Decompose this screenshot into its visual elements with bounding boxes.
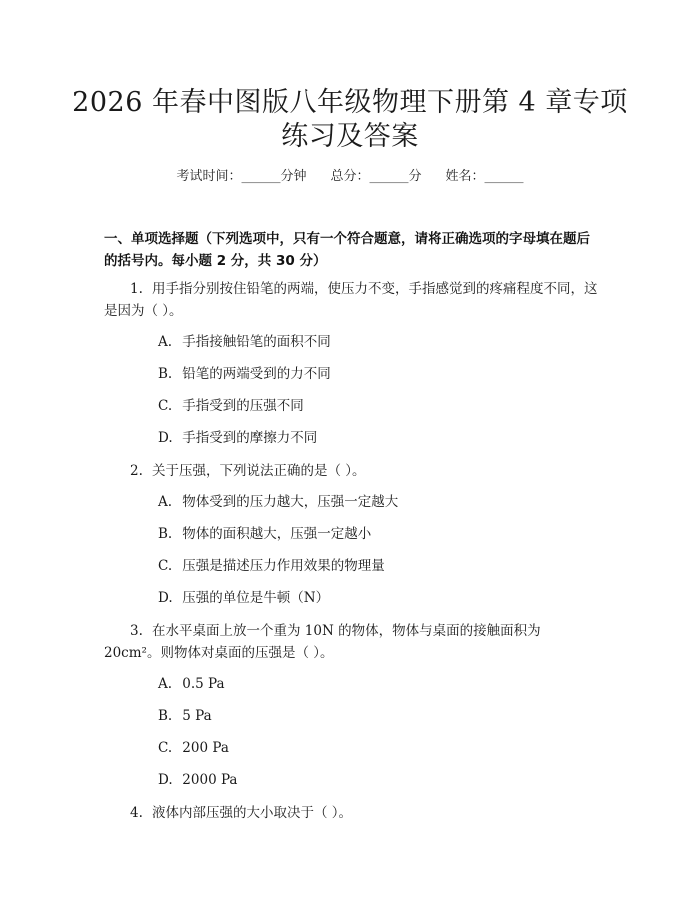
- option-2b: [158, 524, 371, 544]
- option-2c: [158, 556, 385, 576]
- question-number: 4.: [130, 805, 143, 821]
- section-heading: 一、单项选择题（下列选项中，只有一个符合题意，请将正确选项的字母填在题后的括号内。每小题 2 分，共 30 分）: [104, 231, 590, 269]
- option-text: 0.5 Pa: [182, 676, 225, 692]
- option-label: C.: [158, 740, 173, 756]
- option-1c: [158, 396, 304, 416]
- option-label: C.: [158, 398, 173, 414]
- option-text: 手指受到的摩擦力不同: [182, 430, 318, 446]
- option-label: B.: [158, 366, 173, 382]
- option-label: B.: [158, 526, 173, 542]
- question-number: 2.: [130, 463, 143, 479]
- question-text: 液体内部压强的大小取决于（ ）。: [152, 805, 353, 821]
- option-label: D.: [158, 590, 173, 606]
- option-2a: [158, 492, 398, 512]
- question-text: 在水平桌面上放一个重为 10N 的物体，物体与桌面的接触面积为 20cm²。则物体对桌面的压强是（ ）。: [104, 623, 541, 661]
- option-text: 手指接触铅笔的面积不同: [182, 334, 331, 350]
- option-text: 压强的单位是牛顿（N）: [182, 590, 330, 606]
- option-text: 物体的面积越大，压强一定越小: [182, 526, 372, 542]
- option-text: 2000 Pa: [182, 772, 238, 788]
- option-3b: [158, 706, 212, 726]
- question-1: [104, 278, 598, 322]
- question-number: 3.: [130, 623, 143, 639]
- option-text: 压强是描述压力作用效果的物理量: [182, 558, 385, 574]
- option-text: 5 Pa: [182, 708, 212, 724]
- option-label: C.: [158, 558, 173, 574]
- option-2d: [158, 588, 329, 608]
- question-3: [104, 620, 598, 664]
- option-text: 铅笔的两端受到的力不同: [182, 366, 331, 382]
- option-1b: [158, 364, 331, 384]
- option-label: D.: [158, 772, 173, 788]
- question-text: 用手指分别按住铅笔的两端，使压力不变，手指感觉到的疼痛程度不同，这是因为（ ）。: [104, 281, 598, 319]
- question-text: 关于压强，下列说法正确的是（ ）。: [152, 463, 366, 479]
- option-1d: [158, 428, 317, 448]
- question-2: [104, 460, 598, 482]
- exam-time-label: 考试时间：______分钟: [176, 169, 307, 184]
- exam-score-label: 总分：______分: [330, 169, 422, 184]
- option-1a: [158, 332, 331, 352]
- question-number: 1.: [130, 281, 143, 297]
- option-label: B.: [158, 708, 173, 724]
- option-label: A.: [158, 676, 173, 692]
- question-4: [104, 802, 598, 824]
- option-text: 物体受到的压力越大，压强一定越大: [182, 494, 399, 510]
- option-3a: [158, 674, 225, 694]
- option-label: D.: [158, 430, 173, 446]
- option-label: A.: [158, 334, 173, 350]
- page-title-line2: 练习及答案: [281, 121, 419, 152]
- option-text: 手指受到的压强不同: [182, 398, 304, 414]
- option-label: A.: [158, 494, 173, 510]
- page-title: 2026 年春中图版八年级物理下册第 4 章专项: [72, 87, 628, 118]
- option-3c: [158, 738, 229, 758]
- exam-meta: [0, 168, 700, 186]
- option-text: 200 Pa: [182, 740, 229, 756]
- option-3d: [158, 770, 237, 790]
- exam-name-label: 姓名：______: [445, 169, 524, 184]
